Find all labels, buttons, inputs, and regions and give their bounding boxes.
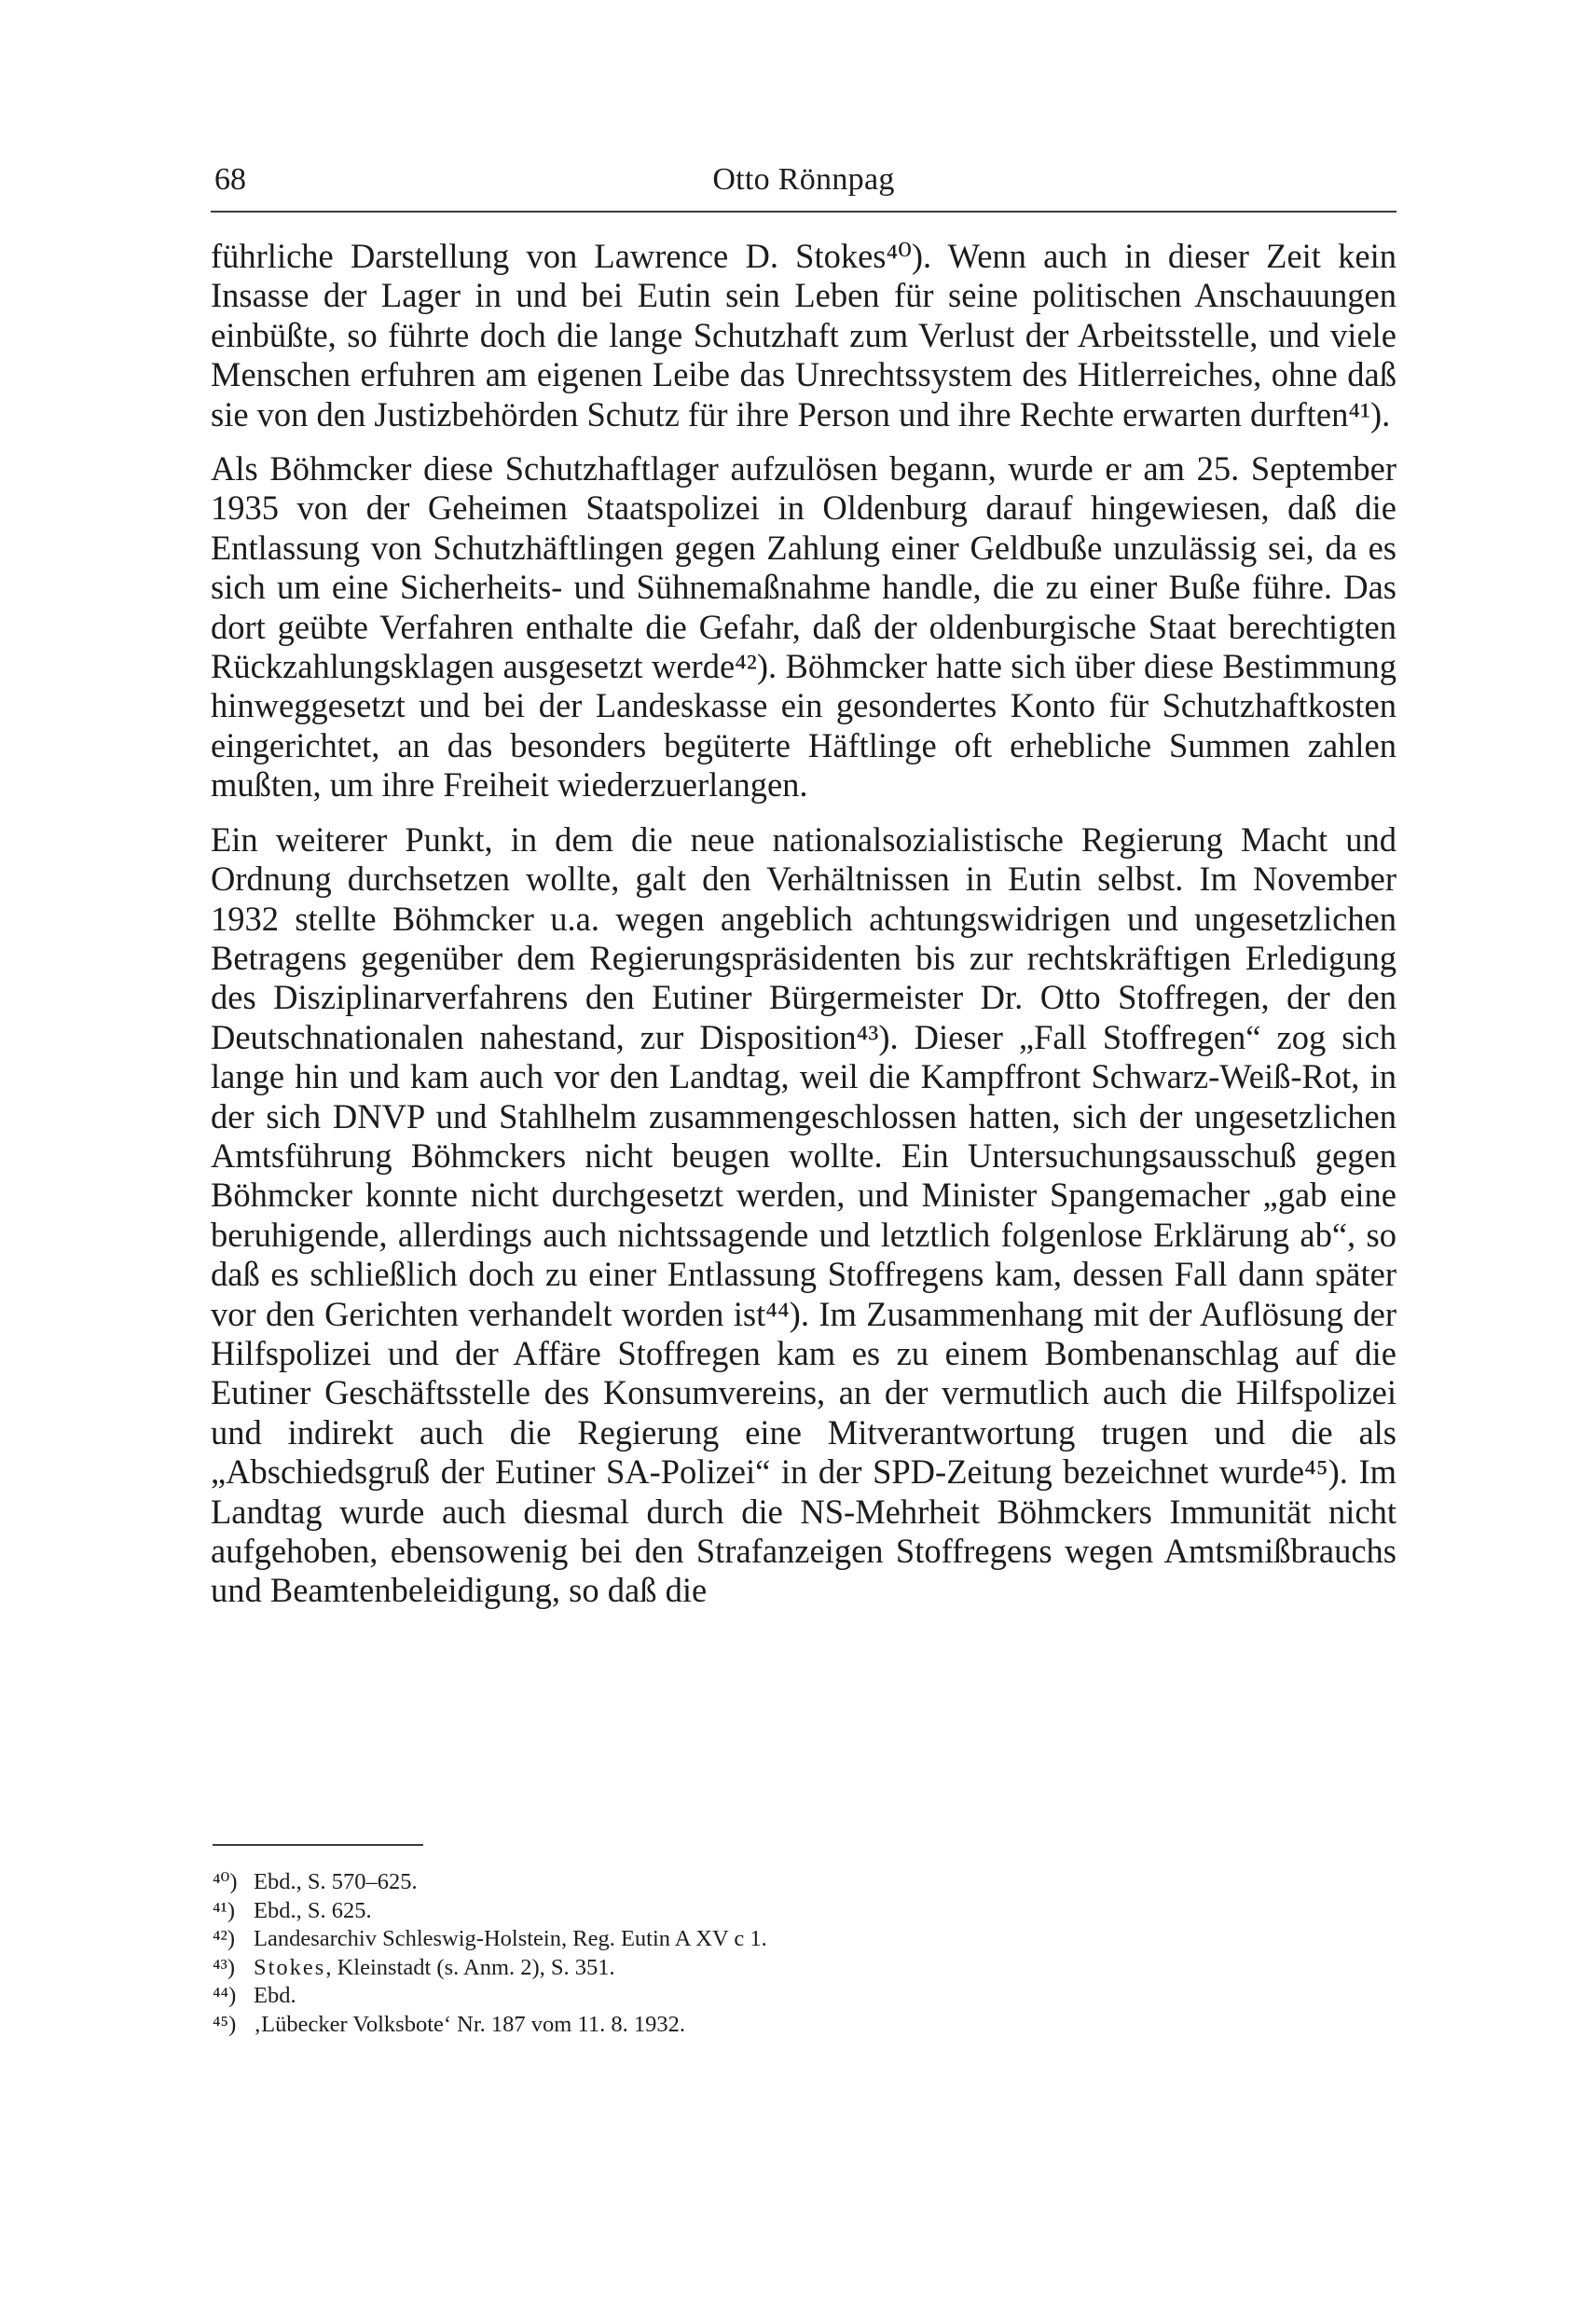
footnote-author: Stokes bbox=[254, 1954, 326, 1980]
footnote bbox=[213, 1954, 1331, 1983]
footnote bbox=[213, 2011, 1331, 2040]
page-number: 68 bbox=[214, 162, 246, 197]
footnote bbox=[213, 1868, 1331, 1897]
footnote-label: ⁴⁴) bbox=[213, 1983, 237, 2008]
footnote-text: , Kleinstadt (s. Anm. 2), S. 351. bbox=[325, 1954, 615, 1980]
footnote-text: Ebd., S. 570–625. bbox=[254, 1869, 418, 1894]
running-head bbox=[211, 157, 1396, 203]
running-title: Otto Rönnpag bbox=[712, 162, 895, 197]
book-page bbox=[211, 0, 1396, 2312]
footnote-rule bbox=[213, 1844, 423, 1846]
footnote-text: Ebd. bbox=[254, 1983, 296, 2008]
footnote-label: ⁴³) bbox=[213, 1954, 236, 1980]
footnote-label: ⁴²) bbox=[213, 1926, 236, 1951]
footnote bbox=[213, 1897, 1331, 1926]
footnote-label: ⁴⁵) bbox=[213, 2011, 237, 2037]
footnote-label: ⁴¹) bbox=[213, 1897, 236, 1923]
body-text bbox=[211, 237, 1396, 1611]
paragraph: Ein weiterer Punkt, in dem die neue nationalsozialistische Regierung Macht und Ordnung durchsetzen wollte, galt den Verhältnissen in Eutin selbst. Im November 1932 stellte Böhmcker u.a. wegen angeblich achtungswidrigen und ungesetzlichen Betragens gegenüber dem Regierungspräsidenten bis zur rechtskräftigen Erledigung des Disziplinarverfahrens den Eutiner Bürgermeister Dr. Otto Stoffregen, der den Deutschnationalen nahestand, zur Disposition⁴³). Dieser „Fall Stoffregen“ zog sich lange hin und kam auch vor den Landtag, weil die Kampffront Schwarz-Weiß-Rot, in der sich DNVP und Stahlhelm zusammengeschlossen hatten, sich der ungesetzlichen Amtsführung Böhmckers nicht beugen wollte. Ein Untersuchungsausschuß gegen Böhmcker konnte nicht durchgesetzt werden, und Minister Spangemacher „gab eine beruhigende, allerdings auch nichtssagende und letztlich folgenlose Erklärung ab“, so daß es schließlich doch zu einer Entlassung Stoffregens kam, dessen Fall dann später vor den Gerichten verhandelt worden ist⁴⁴). Im Zusammenhang mit der Auflösung der Hilfspolizei und der Affäre Stoffregen kam es zu einem Bombenanschlag auf die Eutiner Geschäftsstelle des Konsumvereins, an der vermutlich auch die Hilfspolizei und indirekt auch die Regierung eine Mitverantwortung trugen und die als „Abschiedsgruß der Eutiner SA-Polizei“ in der SPD-Zeitung bezeichnet wurde⁴⁵). Im Landtag wurde auch diesmal durch die NS-Mehrheit Böhmckers Immunität nicht aufgehoben, ebensowenig bei den Strafanzeigen Stoffregens wegen Amtsmißbrauchs und Beamtenbeleidigung, so daß die bbox=[211, 819, 1396, 1610]
footnote-text: ‚Lübecker Volksbote‘ Nr. 187 vom 11. 8. 1932. bbox=[254, 2011, 685, 2037]
footnote-text: Ebd., S. 625. bbox=[254, 1897, 372, 1923]
paragraph: führliche Darstellung von Lawrence D. Stokes⁴⁰). Wenn auch in dieser Zeit kein Insasse der Lager in und bei Eutin sein Leben für seine politischen Anschauungen einbüßte, so führte doch die lange Schutzhaft zum Verlust der Arbeitsstelle, und viele Menschen erfuhren am eigenen Leibe das Unrechtssystem des Hitlerreiches, ohne daß sie von den Justizbehörden Schutz für ihre Person und ihre Rechte erwarten durften⁴¹). bbox=[211, 237, 1396, 434]
footnotes bbox=[213, 1868, 1331, 2039]
footnote bbox=[213, 1982, 1331, 2011]
footnote-label: ⁴⁰) bbox=[213, 1869, 238, 1894]
paragraph: Als Böhmcker diese Schutzhaftlager aufzulösen begann, wurde er am 25. September 1935 von der Geheimen Staatspolizei in Oldenburg darauf hingewiesen, daß die Entlassung von Schutzhäftlingen gegen Zahlung einer Geldbuße unzulässig sei, da es sich um eine Sicherheits- und Sühnemaßnahme handle, die zu einer Buße führe. Das dort geübte Verfahren enthalte die Gefahr, daß der oldenburgische Staat berechtigten Rückzahlungsklagen ausgesetzt werde⁴²). Böhmcker hatte sich über diese Bestimmung hinweggesetzt und bei der Landeskasse ein gesondertes Konto für Schutzhaftkosten eingerichtet, an das besonders begüterte Häftlinge oft erhebliche Summen zahlen mußten, um ihre Freiheit wiederzuerlangen. bbox=[211, 449, 1396, 805]
footnote bbox=[213, 1925, 1331, 1954]
footnote-text: Landesarchiv Schleswig-Holstein, Reg. Eutin A XV c 1. bbox=[254, 1926, 767, 1951]
header-rule bbox=[211, 211, 1396, 213]
